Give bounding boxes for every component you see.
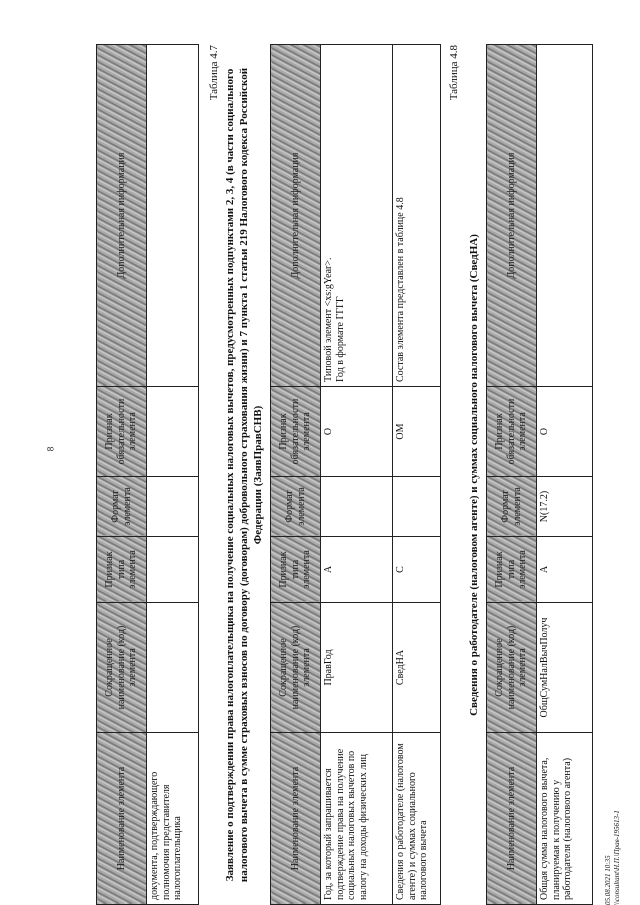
header-cell: Признак типа элемента <box>487 537 537 603</box>
cell-code: ПравГод <box>321 603 393 733</box>
header-cell: Формат элемента <box>97 477 147 537</box>
header-cell: Дополнительная информация <box>271 45 321 387</box>
header-cell: Признак обязательности элемента <box>271 387 321 477</box>
header-cell: Формат элемента <box>271 477 321 537</box>
cell-format: N(17.2) <box>537 477 593 537</box>
table-caption: Таблица 4.8 <box>448 45 460 101</box>
table-row <box>321 45 393 905</box>
table-row <box>147 45 199 905</box>
header-cell: Признак обязательности элемента <box>97 387 147 477</box>
header-cell: Признак типа элемента <box>271 537 321 603</box>
header-cell: Признак типа элемента <box>97 537 147 603</box>
header-cell: Сокращенное наименование (код) элемента <box>271 603 321 733</box>
header-cell: Наименование элемента <box>487 733 537 905</box>
header-cell: Дополнительная информация <box>487 45 537 387</box>
table-row <box>393 45 441 905</box>
cell-required: О <box>537 387 593 477</box>
table-caption: Таблица 4.7 <box>208 45 220 101</box>
cell-format <box>393 477 441 537</box>
table-4-7 <box>270 44 441 905</box>
cell-info <box>147 45 199 387</box>
table-header-row <box>97 45 147 905</box>
table-header-row <box>271 45 321 905</box>
table-continuation <box>96 44 199 905</box>
cell-info: Состав элемента представлен в таблице 4.8 <box>393 45 441 387</box>
cell-name: Год, за который запрашивается подтверждение права на получение социальных налоговых вычетов по налогу на доходы физических лиц <box>321 733 393 905</box>
cell-format <box>147 477 199 537</box>
header-cell: Наименование элемента <box>97 733 147 905</box>
cell-code: СведНА <box>393 603 441 733</box>
cell-name: Общая сумма налогового вычета, планируемая к получению у работодателя (налогового агента) <box>537 733 593 905</box>
cell-required: О <box>321 387 393 477</box>
cell-info: Типовой элемент <xs:gYear>. Год в формате ГГГГ <box>321 45 393 387</box>
cell-code: ОбщСумНалВычПолуч <box>537 603 593 733</box>
cell-type: А <box>321 537 393 603</box>
cell-format <box>321 477 393 537</box>
cell-required <box>147 387 199 477</box>
cell-name: документа, подтверждающего полномочия представителя налогоплательщика <box>147 733 199 905</box>
header-cell: Сокращенное наименование (код) элемента <box>487 603 537 733</box>
header-cell: Формат элемента <box>487 477 537 537</box>
cell-name: Сведения о работодателе (налоговом агенте) и суммах социального налогового вычета <box>393 733 441 905</box>
header-cell: Признак обязательности элемента <box>487 387 537 477</box>
header-cell: Сокращенное наименование (код) элемента <box>97 603 147 733</box>
table-row <box>537 45 593 905</box>
footer-date: 05.08.2021 10:35 <box>604 855 612 905</box>
footer-path: \\consultant\Н.П.\Прав-195613-1 <box>613 810 622 905</box>
cell-type <box>147 537 199 603</box>
print-footer <box>604 810 622 905</box>
table-4-8 <box>486 44 593 905</box>
cell-type: А <box>537 537 593 603</box>
cell-info <box>537 45 593 387</box>
table-header-row <box>487 45 537 905</box>
rotated-document <box>96 0 636 905</box>
cell-code <box>147 603 199 733</box>
cell-type: С <box>393 537 441 603</box>
table-title: Заявление о подтверждении права налогоплательщика на получение социальных налоговых вычетов, предусмотренных подпунктами 2, 3, 4 (в части социального налогового вычета в сумме страховых взносов по договору (договорам) добровольного страхования жизни) и 7 пункта 1 статьи 219 Налогового кодекса Российской Федерации (ЗаявПравСНВ) <box>224 67 264 883</box>
header-cell: Наименование элемента <box>271 733 321 905</box>
header-cell: Дополнительная информация <box>97 45 147 387</box>
cell-required: ОМ <box>393 387 441 477</box>
page-number: 8 <box>45 446 56 452</box>
table-title: Сведения о работодателе (налоговом агенте) и суммах социального налогового вычета (СведНА) <box>468 234 480 716</box>
